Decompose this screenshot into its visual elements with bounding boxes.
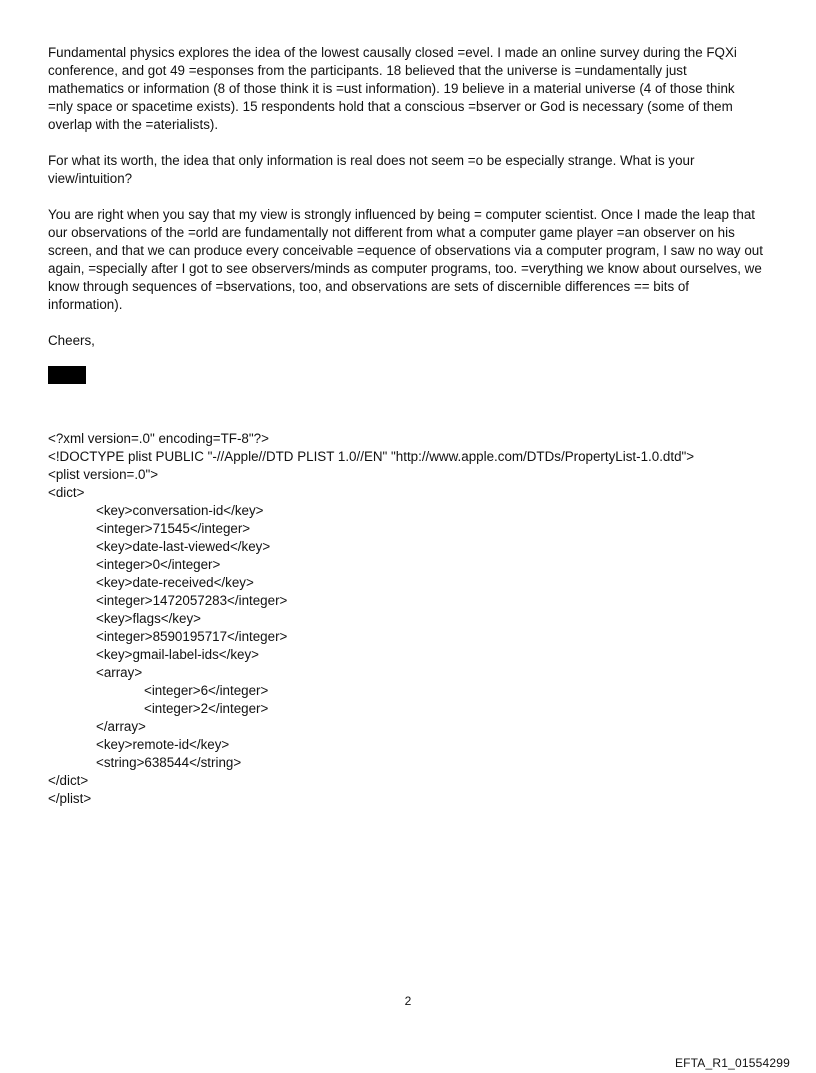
xml-entry: <integer>1472057283</integer> xyxy=(96,593,288,608)
plist-close-tag: </plist> xyxy=(48,791,92,806)
xml-entry: <key>conversation-id</key> xyxy=(96,503,264,518)
xml-entry: <key>date-received</key> xyxy=(96,575,254,590)
xml-doctype: <!DOCTYPE plist PUBLIC "-//Apple//DTD PLIST 1.0//EN" "http://www.apple.com/DTDs/PropertyList-1.0.dtd"> xyxy=(48,449,695,464)
xml-array-item: <integer>2</integer> xyxy=(144,701,269,716)
text-line: screen, and that we can produce every conceivable =equence of observations via a computer program, I saw no way out xyxy=(48,243,763,258)
plist-open-tag: <plist version=.0"> xyxy=(48,467,159,482)
xml-entry: <key>gmail-label-ids</key> xyxy=(96,647,260,662)
text-line: information). xyxy=(48,297,123,312)
text-line: overlap with the =aterialists). xyxy=(48,117,219,132)
body-paragraph-1 xyxy=(48,44,778,134)
xml-entry: <array> xyxy=(96,665,143,680)
text-line: You are right when you say that my view is strongly influenced by being = computer scientist. Once I made the leap that xyxy=(48,207,755,222)
text-line: know through sequences of =bservations, too, and observations are sets of discernible differences == bits of xyxy=(48,279,690,294)
document-page xyxy=(48,44,778,808)
body-paragraph-3 xyxy=(48,206,778,314)
text-line: =nly space or spacetime exists). 15 respondents hold that a conscious =bserver or God is necessary (some of them xyxy=(48,99,733,114)
xml-entry: </array> xyxy=(96,719,146,734)
redaction-box xyxy=(48,366,86,384)
text-line: Fundamental physics explores the idea of the lowest causally closed =evel. I made an online survey during the FQXi xyxy=(48,45,737,60)
xml-declaration: <?xml version=.0" encoding=TF-8"?> xyxy=(48,431,269,446)
page-number: 2 xyxy=(404,994,412,1008)
text-line: conference, and got 49 =esponses from the participants. 18 believed that the universe is =undamentally just xyxy=(48,63,687,78)
xml-entry: <key>flags</key> xyxy=(96,611,201,626)
text-line: mathematics or information (8 of those think it is =ust information). 19 believe in a material universe (4 of those think xyxy=(48,81,735,96)
text-line: view/intuition? xyxy=(48,171,133,186)
xml-entry: <integer>71545</integer> xyxy=(96,521,251,536)
dict-open-tag: <dict> xyxy=(48,485,85,500)
body-paragraph-2 xyxy=(48,152,778,188)
xml-entry: <integer>8590195717</integer> xyxy=(96,629,288,644)
document-id: EFTA_R1_01554299 xyxy=(674,1056,790,1070)
xml-entry: <integer>0</integer> xyxy=(96,557,221,572)
text-line: For what its worth, the idea that only information is real does not seem =o be especially strange. What is your xyxy=(48,153,695,168)
text-line: our observations of the =orld are fundamentally not different from what a computer game player =an observer on his xyxy=(48,225,735,240)
xml-array-item: <integer>6</integer> xyxy=(144,683,269,698)
xml-entry: <key>date-last-viewed</key> xyxy=(96,539,271,554)
xml-entry: <string>638544</string> xyxy=(96,755,242,770)
text-line: again, =specially after I got to see observers/minds as computer programs, too. =verything we know about ourselves, we xyxy=(48,261,762,276)
dict-close-tag: </dict> xyxy=(48,773,89,788)
xml-entry: <key>remote-id</key> xyxy=(96,737,230,752)
signoff: Cheers, xyxy=(48,333,95,348)
plist-xml-block xyxy=(48,430,778,808)
